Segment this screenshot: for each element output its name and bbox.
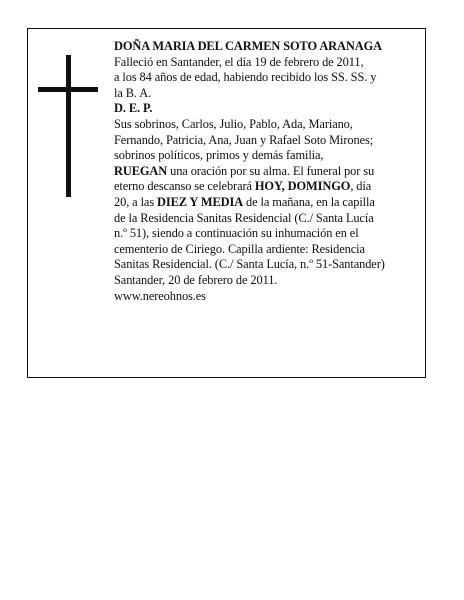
funeral-line-1: [114, 179, 424, 195]
prayer-rest: una oración por su alma. El funeral por su: [167, 163, 375, 178]
deceased-name: DOÑA MARIA DEL CARMEN SOTO ARANAGA: [114, 39, 382, 53]
diez-y-media: DIEZ Y MEDIA: [157, 194, 244, 209]
website-text: www.nereohnos.es: [114, 288, 206, 303]
hoy-domingo: HOY, DOMINGO: [254, 179, 351, 194]
family-line-3: sobrinos políticos, primos y demás familia,: [114, 148, 324, 163]
notice-text: [114, 39, 424, 304]
funeral-text-c: 20, a las: [114, 194, 158, 209]
dep-heading: D. E. P.: [114, 101, 153, 116]
death-line-3: la B. A.: [114, 85, 152, 100]
obituary-notice: [27, 28, 426, 378]
prayer-line: [114, 164, 424, 180]
funeral-line-5: cementerio de Ciriego. Capilla ardiente: Residencia: [114, 241, 365, 256]
funeral-text-a: eterno descanso se celebrará: [114, 179, 255, 194]
place-date: Santander, 20 de febrero de 2011.: [114, 272, 278, 287]
funeral-text-b: , día: [350, 179, 372, 194]
family-line-2: Fernando, Patricia, Ana, Juan y Rafael Soto Mirones;: [114, 132, 374, 147]
funeral-line-2: [114, 195, 424, 211]
funeral-line-3: de la Residencia Sanitas Residencial (C./ Santa Lucía: [114, 210, 374, 225]
death-line-1: Falleció en Santander, el día 19 de febrero de 2011,: [114, 54, 364, 69]
family-line-1: Sus sobrinos, Carlos, Julio, Pablo, Ada, Mariano,: [114, 116, 353, 131]
cross-icon: [38, 55, 98, 197]
ruegan-word: RUEGAN: [114, 163, 168, 178]
funeral-line-6: Sanitas Residencial. (C./ Santa Lucía, n.º 51-Santander): [114, 257, 385, 272]
death-line-2: a los 84 años de edad, habiendo recibido los SS. SS. y: [114, 70, 377, 85]
funeral-line-4: n.º 51), siendo a continuación su inhumación en el: [114, 226, 359, 241]
cross-horizontal-bar: [38, 87, 98, 92]
cross-vertical-bar: [66, 55, 71, 197]
funeral-text-d: de la mañana, en la capilla: [243, 194, 375, 209]
